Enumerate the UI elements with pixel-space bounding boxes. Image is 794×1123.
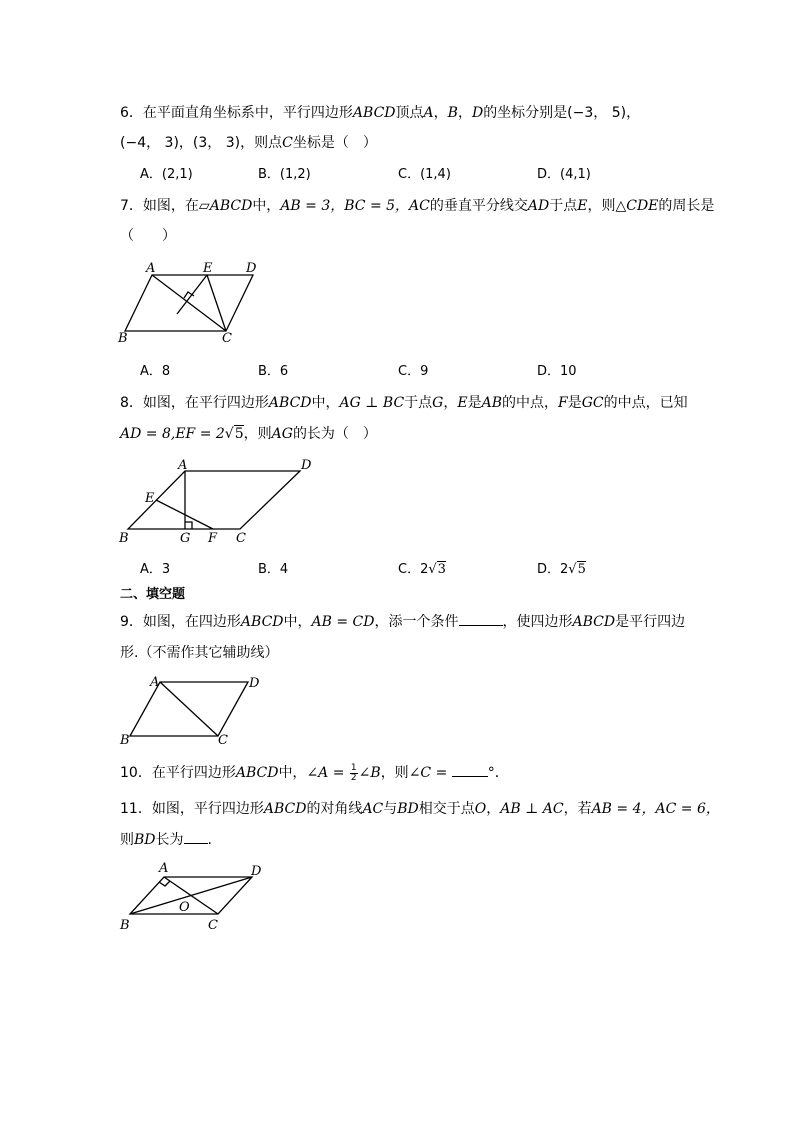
question-number: 9．	[120, 614, 143, 630]
q8-label-a: A	[178, 458, 188, 473]
q8-label-d: D	[301, 458, 312, 473]
q11-label-d: D	[251, 864, 262, 879]
q11-text: 则	[120, 832, 134, 848]
q7-text: 如图，在▱	[142, 198, 210, 214]
q8-option-d-radicand: 5	[577, 562, 586, 577]
math-abcd: ABCD	[240, 614, 284, 630]
q8-text: 的中点，	[501, 395, 558, 411]
q11-label-b: B	[120, 918, 130, 933]
math-ab-perp-ac: AB ⊥ AC	[500, 801, 564, 817]
q10-answer-blank[interactable]	[452, 762, 488, 777]
q11-text: .	[207, 832, 212, 848]
math-d: D	[471, 105, 484, 121]
q8-text: 是	[567, 395, 582, 411]
math-c: C	[282, 135, 293, 151]
q8-option-d[interactable]: D．2√5	[537, 562, 586, 577]
q8-figure	[115, 457, 325, 549]
fraction-denominator: 2	[350, 772, 357, 783]
q8-text: ，	[443, 395, 458, 411]
q9-text: ，添一个条件	[374, 614, 459, 630]
q10-text: 中，	[278, 765, 307, 781]
q8-text: 于点	[404, 395, 433, 411]
math-condition: AB = 4，AC = 6，	[591, 801, 720, 817]
q9-label-a: A	[150, 675, 160, 690]
q6-line-2	[120, 133, 377, 153]
q8-option-c[interactable]: C．2√3	[398, 562, 446, 577]
question-number: 7．	[120, 198, 143, 214]
math-e: E	[457, 395, 468, 411]
q9-text: ，使四边形	[502, 614, 573, 630]
q11-text: 相交于点	[418, 801, 475, 817]
q11-label-a: A	[159, 861, 169, 876]
math-ag-perp-bc: AG ⊥ BC	[339, 395, 405, 411]
q7-text: 中，	[252, 198, 281, 214]
section-heading: 二、填空题	[120, 587, 186, 602]
question-number: 10．	[120, 765, 152, 781]
math-angle-a: ∠A =	[306, 765, 345, 781]
math-angle-c: ∠C =	[408, 765, 448, 781]
q8-option-b[interactable]: B．4	[258, 562, 289, 577]
q6-option-d[interactable]: D．(4,1)	[537, 167, 591, 182]
q9-label-c: C	[218, 733, 228, 748]
q11-answer-blank[interactable]	[184, 829, 208, 844]
q7-segment-ec	[207, 275, 226, 331]
q10-text: ，则	[380, 765, 409, 781]
q8-text: 中，	[311, 395, 340, 411]
q11-line-2	[120, 829, 212, 850]
q7-line-1	[120, 196, 714, 216]
q10-text: °．	[487, 765, 509, 781]
q11-text: 如图，平行四边形	[151, 801, 264, 817]
math-ag: AG	[271, 426, 293, 442]
math-e: E	[577, 198, 588, 214]
math-angle-b: ∠B	[358, 765, 381, 781]
q7-text: ，则△	[587, 198, 627, 214]
q9-label-d: D	[249, 676, 260, 691]
q9-line-1	[120, 611, 685, 632]
q11-text: ，若	[563, 801, 592, 817]
q11-label-o: O	[179, 900, 190, 915]
math-condition: AD = 8,EF = 2	[120, 426, 225, 442]
q7-label-c: C	[222, 331, 232, 346]
q10-line-1	[120, 762, 509, 783]
math-radicand: 5	[234, 426, 244, 442]
q8-label-g: G	[180, 531, 191, 546]
q11-line-1	[120, 799, 720, 819]
q9-diagonal-ac	[160, 682, 218, 736]
q7-text: 的周长是	[658, 198, 715, 214]
math-abcd: ABCD	[268, 395, 312, 411]
q9-line-2: 形.（不需作其它辅助线）	[120, 645, 279, 661]
q8-label-b: B	[119, 531, 129, 546]
q7-diagonal-ac	[152, 275, 226, 331]
math-fraction-half	[350, 764, 358, 783]
question-number: 11．	[120, 801, 152, 817]
q11-text: 的对角线	[306, 801, 363, 817]
q6-text: ，	[457, 105, 472, 121]
q9-text: 中，	[283, 614, 312, 630]
q11-text: 与	[383, 801, 398, 817]
q8-label-e: E	[145, 491, 155, 506]
q6-text: (−4， 3)，(3， 3)，则点	[120, 135, 283, 151]
q7-option-b[interactable]: B．6	[258, 364, 289, 379]
q6-text: 在平面直角坐标系中，平行四边形	[142, 105, 353, 121]
q6-text: ，	[433, 105, 448, 121]
q6-option-b[interactable]: B．(1,2)	[258, 167, 311, 182]
q11-diagonal-bd	[130, 877, 252, 914]
q8-option-c-label: C．2	[398, 562, 429, 577]
q7-figure	[115, 258, 265, 350]
q6-text: 的坐标分别是(−3， 5)，	[483, 105, 641, 121]
math-gc: GC	[581, 395, 604, 411]
q8-line-1	[120, 393, 688, 413]
math-abcd: ABCD	[235, 765, 279, 781]
q6-text: 坐标是（ ）	[292, 135, 377, 151]
q9-text: 是平行四边	[615, 614, 686, 630]
q8-label-f: F	[208, 531, 218, 546]
q8-label-c: C	[236, 531, 246, 546]
q6-text: 顶点	[395, 105, 424, 121]
q7-label-d: D	[246, 261, 257, 276]
q8-option-c-radicand: 3	[437, 562, 446, 577]
q7-label-b: B	[118, 331, 128, 346]
math-f: F	[557, 395, 568, 411]
math-bd: BD	[397, 801, 419, 817]
q8-option-a[interactable]: A．3	[140, 562, 171, 577]
math-abcd: ABCD	[209, 198, 253, 214]
q8-text: 的长为（ ）	[292, 426, 377, 442]
question-number: 8．	[120, 395, 143, 411]
q9-text: 如图，在四边形	[142, 614, 241, 630]
math-abcd: ABCD	[263, 801, 307, 817]
math-ac: AC	[409, 198, 430, 214]
q7-option-d[interactable]: D．10	[537, 364, 577, 379]
q6-line-1	[120, 103, 640, 123]
math-condition: AB = 3，BC = 5，	[280, 198, 410, 214]
math-condition: AB = CD	[311, 614, 375, 630]
q8-text: ，则	[243, 426, 272, 442]
q7-option-c[interactable]: C．9	[398, 364, 429, 379]
q7-line-2: （ ）	[120, 228, 176, 244]
q6-option-a[interactable]: A．(2,1)	[140, 167, 193, 182]
math-b: B	[447, 105, 458, 121]
q11-text: 长为	[155, 832, 184, 848]
q6-option-c[interactable]: C．(1,4)	[398, 167, 451, 182]
math-ad: AD	[527, 198, 550, 214]
q8-text: 是	[467, 395, 482, 411]
q10-text: 在平行四边形	[151, 765, 236, 781]
q7-label-e: E	[203, 261, 213, 276]
math-cde: CDE	[626, 198, 659, 214]
math-bd: BD	[134, 832, 156, 848]
q9-label-b: B	[120, 733, 130, 748]
q8-right-angle-mark	[185, 522, 192, 529]
q8-text: 的中点，已知	[603, 395, 688, 411]
q8-option-d-label: D．2	[537, 562, 569, 577]
math-abcd: ABCD	[352, 105, 396, 121]
q8-line-2: AD = 8,EF = 2√5，则AG的长为（ ）	[120, 426, 377, 442]
q7-text: 于点	[549, 198, 578, 214]
q7-option-a[interactable]: A．8	[140, 364, 171, 379]
math-abcd: ABCD	[572, 614, 616, 630]
question-number: 6．	[120, 105, 143, 121]
math-o: O	[474, 801, 487, 817]
math-ab: AB	[481, 395, 502, 411]
q7-label-a: A	[146, 261, 156, 276]
q11-figure	[115, 858, 275, 938]
math-g: G	[432, 395, 444, 411]
q11-right-angle-mark	[159, 881, 170, 886]
q9-answer-blank[interactable]	[459, 611, 503, 626]
q7-text: 的垂直平分线交	[429, 198, 528, 214]
math-ac: AC	[362, 801, 384, 817]
q9-figure	[115, 672, 275, 750]
fraction-numerator: 1	[350, 762, 357, 773]
math-a: A	[423, 105, 434, 121]
q11-label-c: C	[208, 918, 218, 933]
q11-text: ，	[486, 801, 501, 817]
q8-text: 如图，在平行四边形	[142, 395, 269, 411]
